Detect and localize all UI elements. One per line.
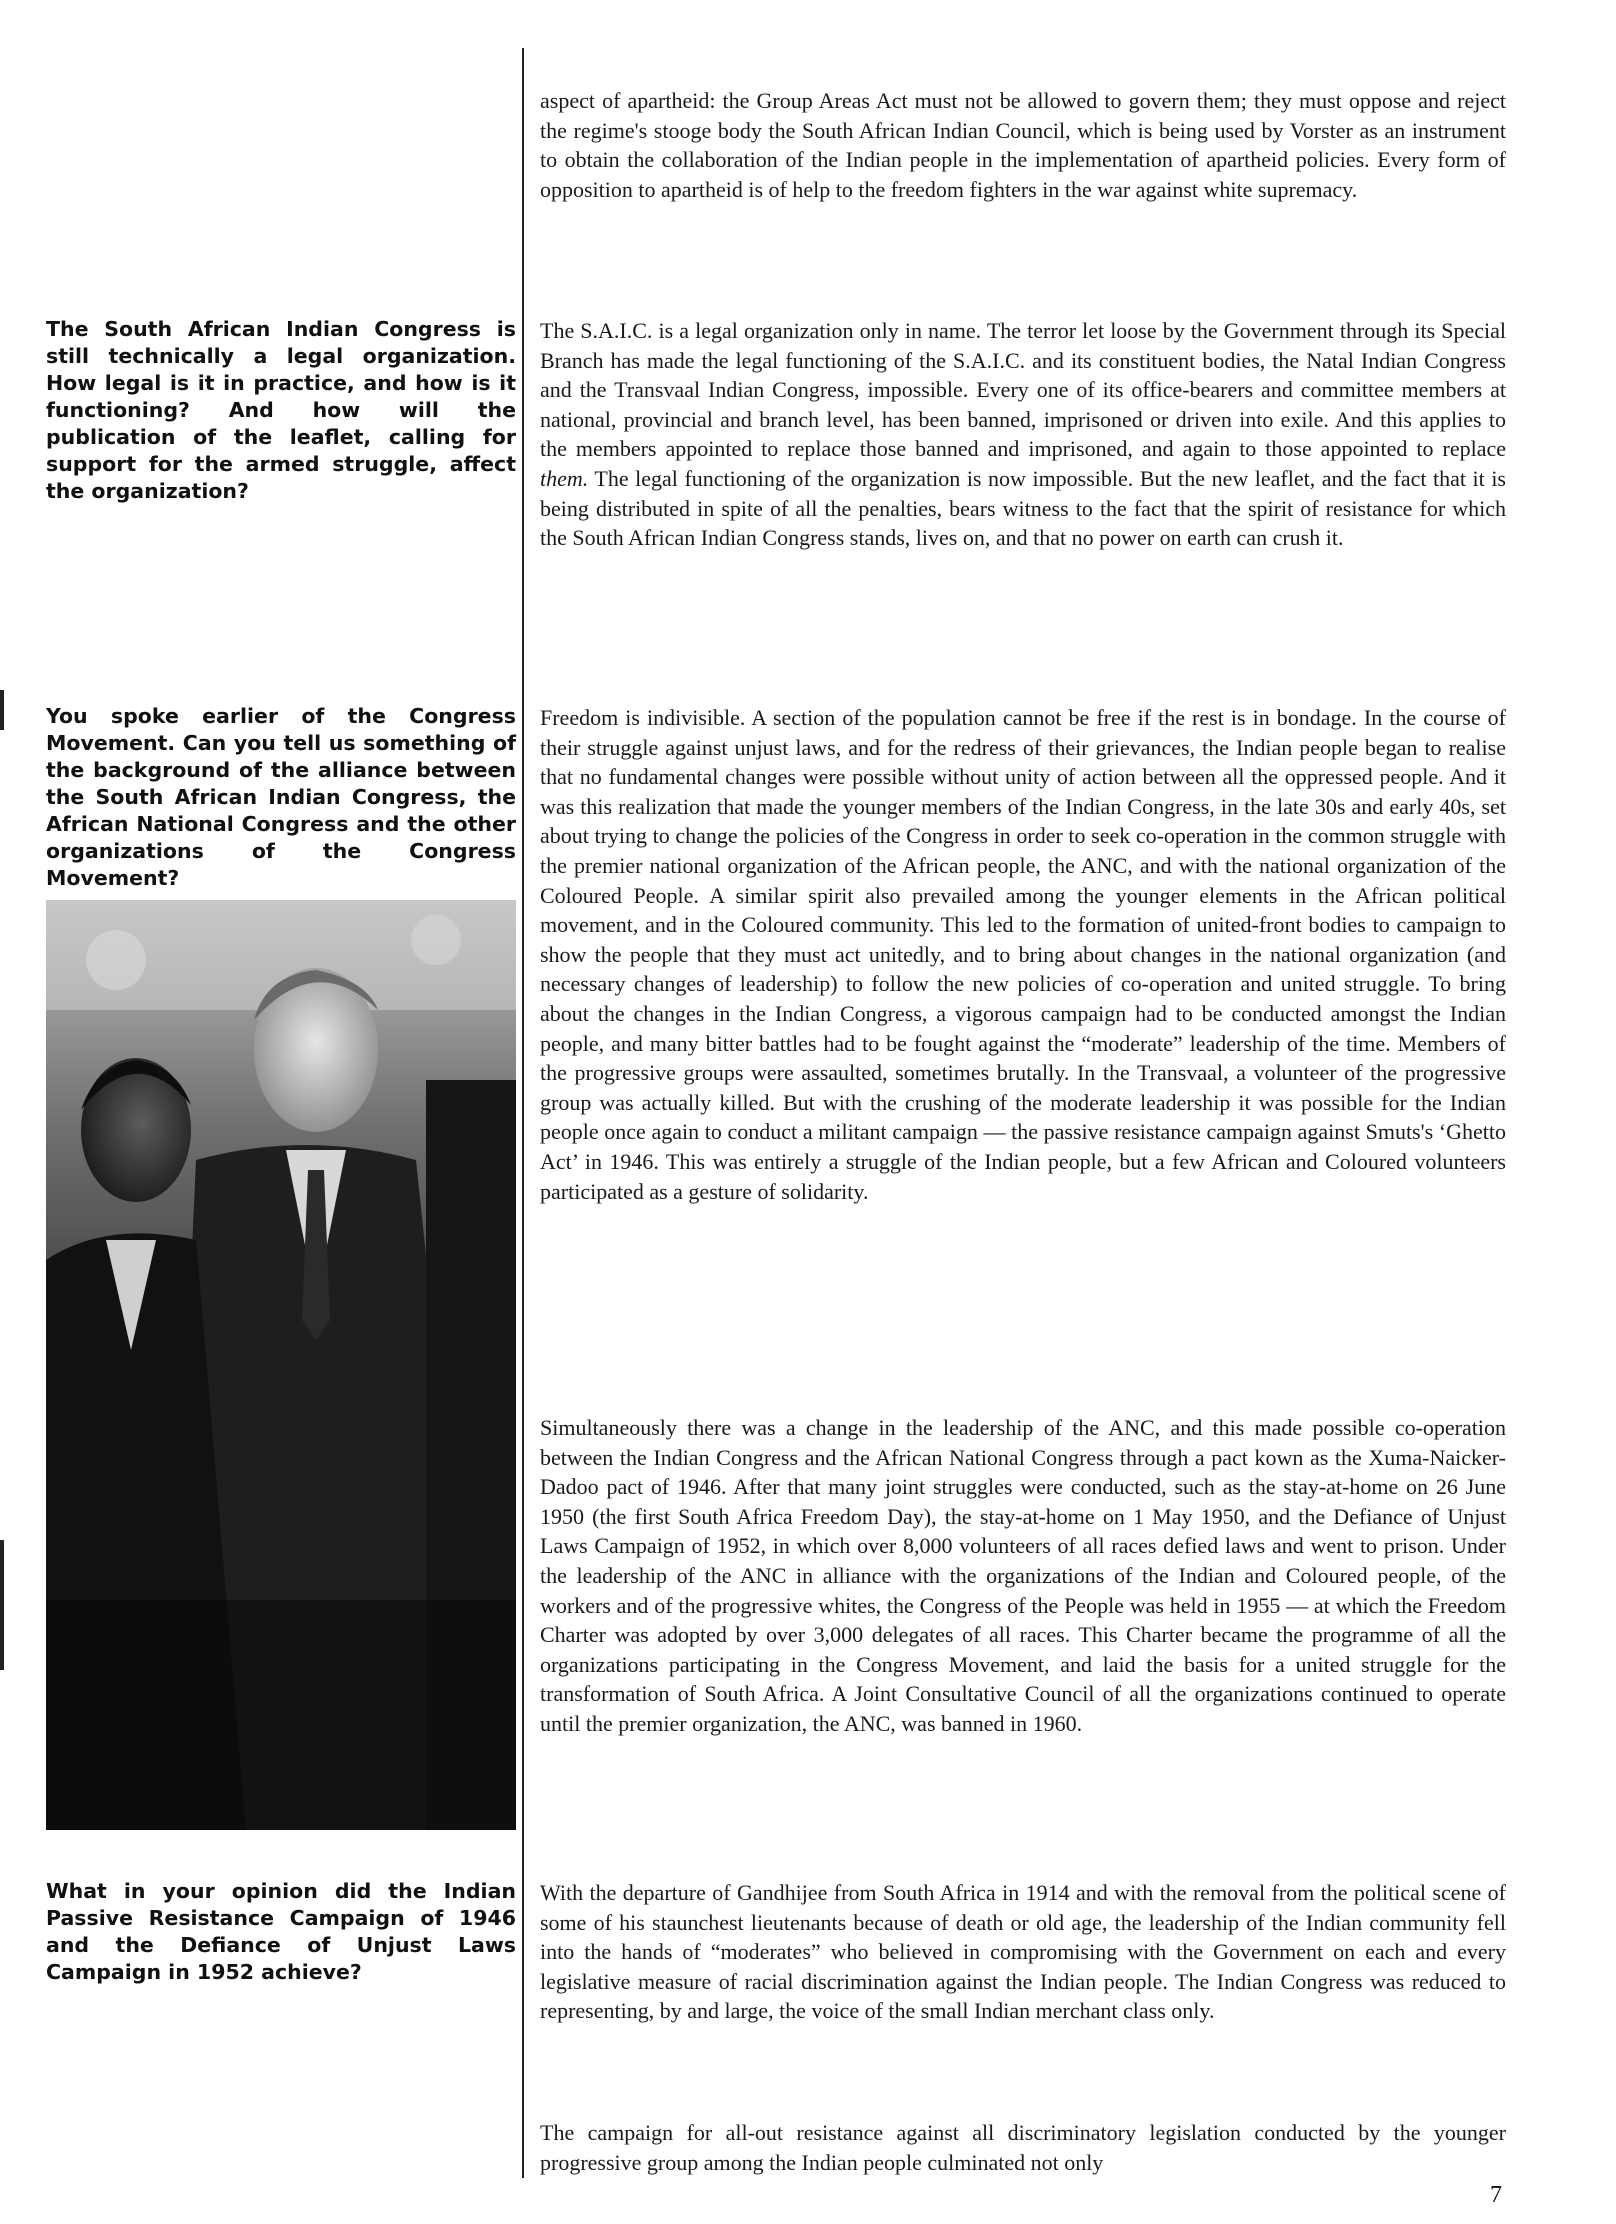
answer-campaigns-achieve-p2: The campaign for all-out resistance against all discriminatory legislation conducted by the younger progressive group among the Indian people culminated not only <box>540 2120 1506 2175</box>
answer-saic-legal-part1: The S.A.I.C. is a legal organization only in name. The terror let loose by the Government through its Special Branch has made the legal functioning of the S.A.I.C. and its constituent bodies, the Natal Indian Congress and the Transvaal Indian Congress, impossible. Every one of its office-bearers and committee members at national, provincial and branch level, has been banned, imprisoned or driven into exile. And this applies to the members appointed to replace those banned and imprisoned, and again to those appointed to replace <box>540 318 1506 462</box>
answer-continuation: aspect of apartheid: the Group Areas Act must not be allowed to govern them; they must oppose and reject the regime's stooge body the South African Indian Council, which is being used by Vorster as an instrument to obtain the collaboration of the Indian people in the implementation of apartheid policies. Every form of opposition to apartheid is of help to the freedom fighters in the war against white supremacy. <box>540 88 1506 202</box>
answer-saic-legal-emphasis: them. <box>540 465 589 491</box>
question-congress-alliance: You spoke earlier of the Congress Movement. Can you tell us something of the background of the alliance between the South African Indian Congress, the African National Congress and the other organizations of the Congress Movement? <box>46 704 516 890</box>
photograph <box>46 900 516 1830</box>
answer-saic-legal-part2: The legal functioning of the organization is now impossible. But the new leaflet, and the fact that it is being distributed in spite of all the penalties, bears witness to the fact that the spirit of resistance for which the South African Indian Congress stands, lives on, and that no power on earth can crush it. <box>540 465 1506 551</box>
answer-congress-alliance-p1: Freedom is indivisible. A section of the population cannot be free if the rest is in bondage. In the course of their struggle against unjust laws, and for the redress of their grievances, the Indian people began to realise that no fundamental changes were possible without unity of action between all the oppressed people. And it was this realization that made the younger members of the Indian Congress, in the late 30s and early 40s, set about trying to change the policies of the Congress in order to seek co-operation in the common struggle with the premier national organization of the African people, the ANC, and with the national organization of the Coloured People. A similar spirit also prevailed among the younger elements in the African political movement, and in the Coloured community. This led to the formation of united-front bodies to campaign to show the people that they must act unitedly, and to bring about changes in the national organization (and necessary changes of leadership) to follow the new policies of co-operation and united struggle. To bring about the changes in the Indian Congress, a vigorous campaign had to be conducted amongst the Indian people, and many bitter battles had to be fought against the “moderate” leadership of the time. Members of the progressive groups were assaulted, sometimes brutally. In the Transvaal, a volunteer of the progressive group was actually killed. But with the crushing of the moderate leadership it was possible for the Indian people once again to conduct a militant campaign — the passive resistance campaign against Smuts's ‘Ghetto Act’ in 1946. This was entirely a struggle of the Indian people, but a few African and Coloured volunteers participated as a gesture of solidarity. <box>540 705 1506 1204</box>
answer-congress-alliance-p2: Simultaneously there was a change in the leadership of the ANC, and this made possible co-operation between the Indian Congress and the African National Congress through a pact kown as the Xuma-Naicker-Dadoo pact of 1946. After that many joint struggles were conducted, such as the stay-at-home on 26 June 1950 (the first South Africa Freedom Day), the stay-at-home on 1 May 1950, and the Defiance of Unjust Laws Campaign of 1952, in which over 8,000 volunteers of all races defied laws and went to prison. Under the leadership of the ANC in alliance with the organizations of the Indian and Coloured people, of the workers and of the progressive whites, the Congress of the People was held in 1955 — at which the Freedom Charter was adopted by over 3,000 delegates of all races. This Charter became the programme of all the organizations participating in the Congress Movement, and laid the basis for a united struggle for the transformation of South Africa. A Joint Consultative Council of all the organizations continued to operate until the premier organization, the ANC, was banned in 1960. <box>540 1415 1506 1736</box>
question-campaigns-achieve: What in your opinion did the Indian Passive Resistance Campaign of 1946 and the Defiance of Unjust Laws Campaign in 1952 achieve? <box>46 1879 516 1984</box>
answer-saic-legal <box>540 316 1506 553</box>
column-divider <box>522 48 524 2178</box>
edge-mark <box>0 690 4 730</box>
page-number: 7 <box>1490 2182 1502 2208</box>
edge-mark <box>0 1540 4 1670</box>
answer-campaigns-achieve-p1: With the departure of Gandhijee from South Africa in 1914 and with the removal from the political scene of some of his staunchest lieutenants because of death or old age, the leadership of the Indian community fell into the hands of “moderates” who believed in compromising with the Government on each and every legislative measure of racial discrimination against the Indian people. The Indian Congress was reduced to representing, by and large, the voice of the small Indian merchant class only. <box>540 1880 1506 2024</box>
question-saic-legal: The South African Indian Congress is still technically a legal organization. How legal is it in practice, and how is it functioning? And how will the publication of the leaflet, calling for support for the armed struggle, affect the organization? <box>46 317 516 503</box>
photograph-icon <box>46 900 516 1830</box>
